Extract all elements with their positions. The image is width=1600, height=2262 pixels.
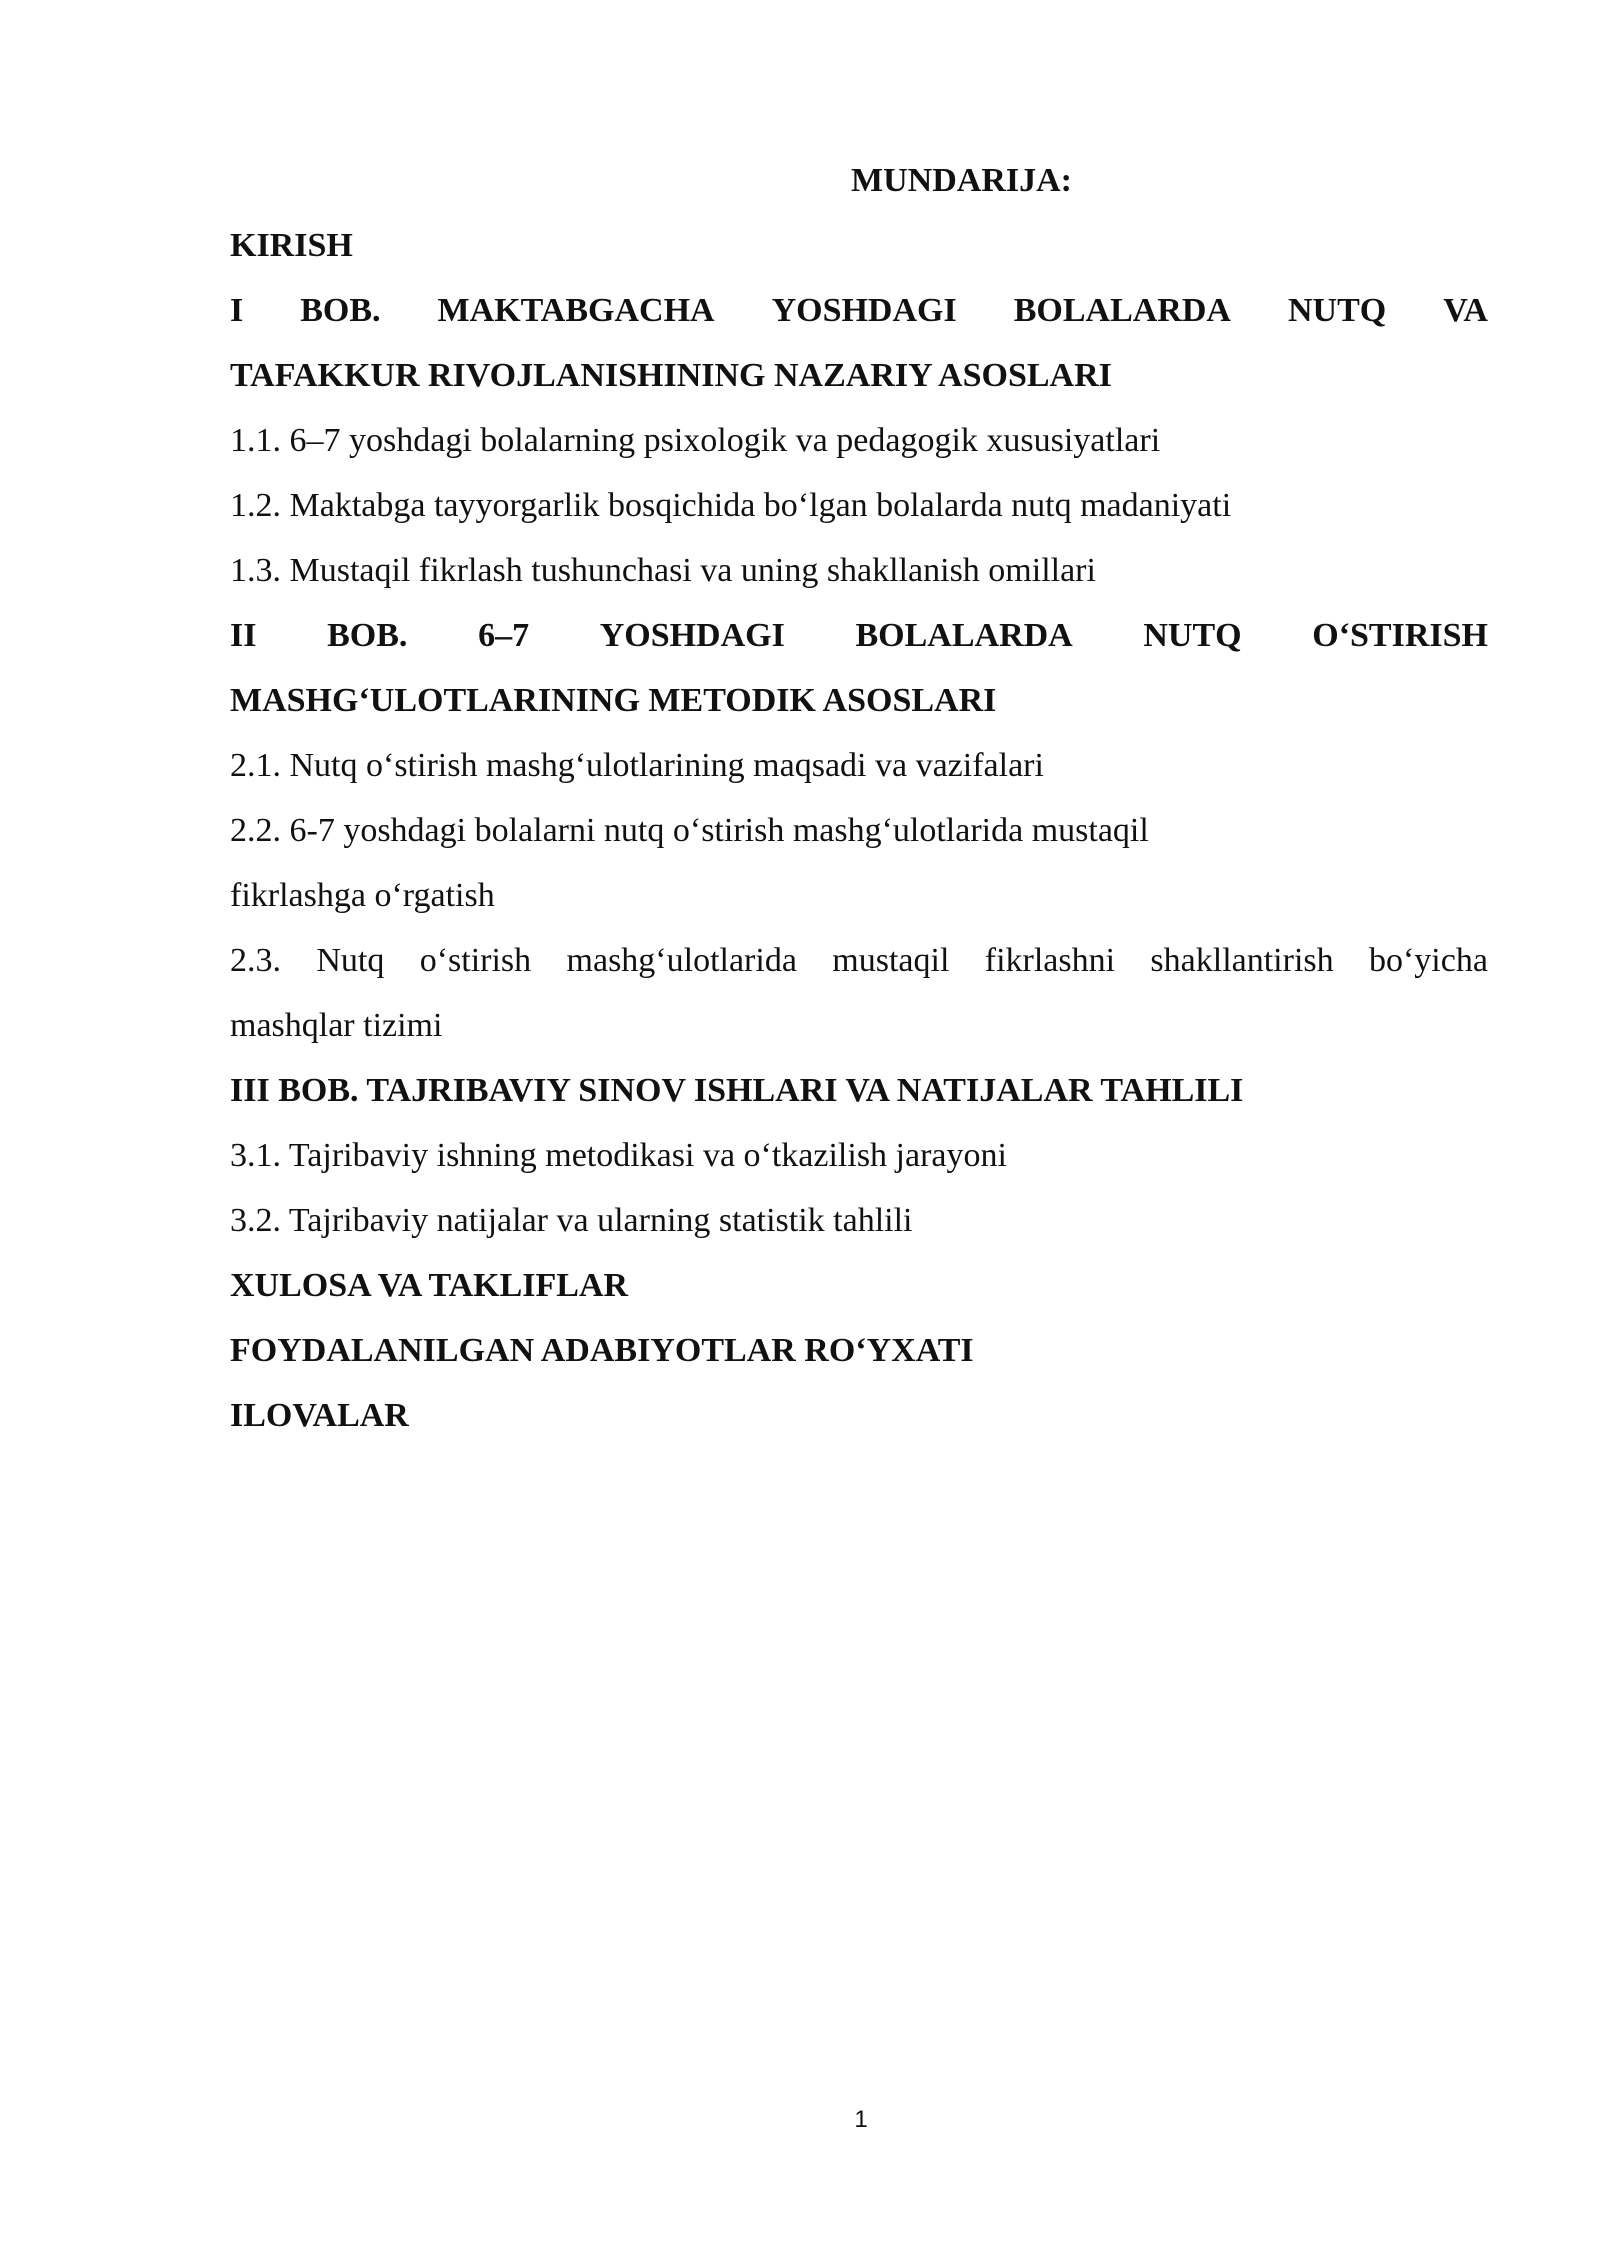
- entry-word: fikrlashni: [984, 942, 1116, 979]
- toc-entry-2-1: 2.1. Nutq o‘stirish mashg‘ulotlarining maqsadi va vazifalari: [230, 747, 1044, 784]
- chapter-1-heading-line2: TAFAKKUR RIVOJLANISHINING NAZARIY ASOSLARI: [230, 357, 1112, 394]
- heading-word: 6–7: [478, 617, 530, 654]
- toc-entry-2-3-line2: mashqlar tizimi: [230, 1007, 443, 1044]
- toc-entry-3-2: 3.2. Tajribaviy natijalar va ularning statistik tahlili: [230, 1202, 913, 1239]
- heading-word: MAKTABGACHA: [437, 292, 715, 329]
- chapter-1-heading: [230, 278, 1488, 343]
- toc-entry-conclusion: XULOSA VA TAKLIFLAR: [230, 1267, 629, 1304]
- heading-word: BOB.: [300, 292, 381, 329]
- entry-word: mustaqil: [832, 942, 950, 979]
- chapter-3-heading: III BOB. TAJRIBAVIY SINOV ISHLARI VA NATIJALAR TAHLILI: [230, 1072, 1244, 1109]
- toc-title: MUNDARIJA:: [851, 162, 1072, 199]
- toc-entry-1-3: 1.3. Mustaqil fikrlash tushunchasi va uning shakllanish omillari: [230, 552, 1096, 589]
- toc-entry-1-1: 1.1. 6–7 yoshdagi bolalarning psixologik va pedagogik xususiyatlari: [230, 422, 1161, 459]
- heading-word: NUTQ: [1287, 292, 1387, 329]
- toc-entry-3-1: 3.1. Tajribaviy ishning metodikasi va o‘tkazilish jarayoni: [230, 1137, 1007, 1174]
- heading-word: YOSHDAGI: [771, 292, 957, 329]
- heading-word: BOLALARDA: [855, 617, 1073, 654]
- chapter-2-heading-line2: MASHG‘ULOTLARINING METODIK ASOSLARI: [230, 682, 997, 719]
- heading-word: II: [230, 617, 257, 654]
- chapter-2-heading: [230, 603, 1488, 668]
- heading-word: I: [230, 292, 244, 329]
- toc-entry-appendices: ILOVALAR: [230, 1397, 409, 1434]
- toc-entry-2-2-line2: fikrlashga o‘rgatish: [230, 877, 495, 914]
- entry-word: bo‘yicha: [1368, 942, 1488, 979]
- toc-entry-2-3: [230, 928, 1488, 993]
- toc-entry-intro: KIRISH: [230, 227, 353, 264]
- page-number: 1: [854, 2106, 868, 2133]
- table-of-contents: [230, 148, 1488, 1448]
- heading-word: BOLALARDA: [1013, 292, 1231, 329]
- entry-word: shakllantirish: [1150, 942, 1334, 979]
- toc-entry-2-2: 2.2. 6-7 yoshdagi bolalarni nutq o‘stirish mashg‘ulotlarida mustaqil: [230, 812, 1149, 849]
- entry-word: o‘stirish: [419, 942, 532, 979]
- entry-word: Nutq: [316, 942, 385, 979]
- heading-word: BOB.: [327, 617, 408, 654]
- heading-word: YOSHDAGI: [599, 617, 785, 654]
- entry-word: mashg‘ulotlarida: [566, 942, 797, 979]
- entry-word: 2.3.: [230, 942, 281, 979]
- toc-entry-references: FOYDALANILGAN ADABIYOTLAR RO‘YXATI: [230, 1332, 974, 1369]
- heading-word: VA: [1443, 292, 1488, 329]
- toc-entry-1-2: 1.2. Maktabga tayyorgarlik bosqichida bo‘lgan bolalarda nutq madaniyati: [230, 487, 1232, 524]
- heading-word: NUTQ: [1143, 617, 1242, 654]
- heading-word: O‘STIRISH: [1312, 617, 1488, 654]
